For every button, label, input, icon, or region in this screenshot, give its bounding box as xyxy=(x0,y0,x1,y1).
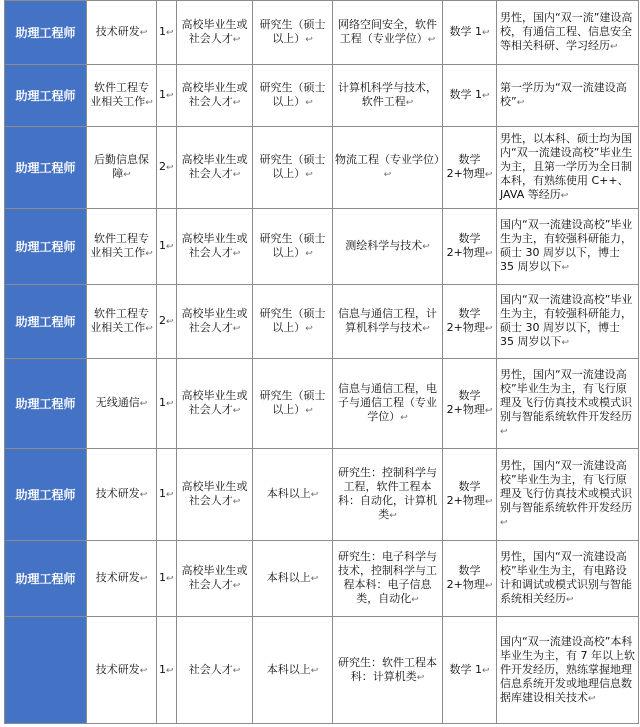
education-text: 本科以上 xyxy=(266,487,311,500)
exam-text: 数学 2+物理 xyxy=(446,232,485,259)
paragraph-mark-icon: ↩ xyxy=(232,35,241,45)
headcount-text: 1 xyxy=(159,88,166,101)
source-text: 高校毕业生或社会人才 xyxy=(181,564,248,591)
paragraph-mark-icon: ↩ xyxy=(400,413,408,423)
paragraph-mark-icon: ↩ xyxy=(145,249,153,259)
paragraph-mark-icon: ↩ xyxy=(561,263,570,273)
exam-cell xyxy=(443,127,497,209)
education-text: 研究生（硕士以上） xyxy=(259,307,326,334)
position-text: 助理工程师 xyxy=(15,314,76,329)
position-text: 助理工程师 xyxy=(15,487,76,502)
headcount-cell xyxy=(157,209,177,285)
work-area-cell xyxy=(87,541,157,617)
work-area-cell xyxy=(87,1,157,65)
work-area-cell xyxy=(87,285,157,359)
major-cell xyxy=(333,541,443,617)
major-text: 研究生：软件工程本科：计算机类 xyxy=(338,655,437,683)
source-text: 高校毕业生或社会人才 xyxy=(181,232,248,259)
exam-cell xyxy=(443,617,497,724)
work-area-text: 技术研发 xyxy=(95,662,140,676)
headcount-text: 2 xyxy=(159,160,166,173)
position-cell xyxy=(5,359,87,449)
work-area-text: 后勤信息保障 xyxy=(94,153,149,180)
requirement-text: 国内“双一流建设高校”本科毕业生为主，有 7 年以上软件开发经历，熟练掌握地理信息系统开发或地理信息数据库建设相关技术 xyxy=(500,634,635,704)
paragraph-mark-icon: ↩ xyxy=(166,91,174,101)
exam-cell xyxy=(443,1,497,65)
headcount-cell xyxy=(157,449,177,541)
exam-cell xyxy=(443,359,497,449)
education-cell xyxy=(253,285,333,359)
exam-text: 数学 2+物理 xyxy=(446,389,485,416)
requirement-text: 国内“双一流建设高校”毕业生为主，有较强科研能力，硕士 30 周岁以下，博士 35 周岁以下 xyxy=(500,293,633,348)
paragraph-mark-icon: ↩ xyxy=(305,170,313,180)
table-row xyxy=(5,359,639,449)
position-text: 助理工程师 xyxy=(15,25,76,40)
work-area-cell xyxy=(87,209,157,285)
paragraph-mark-icon: ↩ xyxy=(166,163,174,173)
table-row xyxy=(5,449,639,541)
paragraph-mark-icon: ↩ xyxy=(561,338,570,348)
source-text: 高校毕业生或社会人才 xyxy=(181,153,248,180)
paragraph-mark-icon: ↩ xyxy=(310,490,319,500)
education-cell xyxy=(253,65,333,127)
paragraph-mark-icon: ↩ xyxy=(166,574,174,584)
work-area-text: 软件工程专业相关工作 xyxy=(90,232,149,259)
headcount-text: 1 xyxy=(159,487,166,500)
paragraph-mark-icon: ↩ xyxy=(305,249,313,259)
headcount-text: 2 xyxy=(159,314,166,327)
paragraph-mark-icon: ↩ xyxy=(166,317,174,327)
table-row xyxy=(5,285,639,359)
paragraph-mark-icon: ↩ xyxy=(310,665,319,676)
paragraph-mark-icon: ↩ xyxy=(232,406,241,416)
requirement-cell xyxy=(497,209,639,285)
paragraph-mark-icon: ↩ xyxy=(422,242,430,252)
source-text: 高校毕业生或社会人才 xyxy=(181,81,248,108)
paragraph-mark-icon: ↩ xyxy=(166,490,174,500)
position-text: 助理工程师 xyxy=(15,396,76,411)
education-text: 研究生（硕士以上） xyxy=(259,389,326,416)
position-cell xyxy=(5,617,87,724)
paragraph-mark-icon: ↩ xyxy=(139,490,148,500)
requirement-text: 男性，以本科、硕士均为国内“双一流建设高校”毕业生为主，且第一学历为全日制本科，有熟练使用 C++、JAVA 等经历 xyxy=(500,132,633,201)
headcount-cell xyxy=(157,127,177,209)
exam-text: 数学 2+物理 xyxy=(446,307,485,334)
requirement-text: 第一学历为“双一流建设高校” xyxy=(500,81,627,108)
major-text: 研究生：控制科学与工程，软件工程本科：自动化，计算机类 xyxy=(338,466,437,521)
exam-cell xyxy=(443,285,497,359)
position-text: 助理工程师 xyxy=(15,160,76,175)
education-text: 研究生（硕士以上） xyxy=(259,18,326,45)
paragraph-mark-icon: ↩ xyxy=(383,170,392,180)
position-cell xyxy=(5,127,87,209)
major-cell xyxy=(333,359,443,449)
headcount-text: 1 xyxy=(159,25,166,38)
requirement-text: 男性，国内“双一流建设高校”毕业生为主，有电路设计和调试或模式识别与智能系统相关经历 xyxy=(500,550,632,605)
requirement-text: 男性，国内“双一流建设高校”毕业生为主，有飞行原理及飞行仿真技术或模式识别与智能系统软件开发经历 xyxy=(500,459,632,514)
work-area-cell xyxy=(87,127,157,209)
work-area-cell xyxy=(87,65,157,127)
paragraph-mark-icon: ↩ xyxy=(232,249,241,259)
major-text: 信息与通信工程，计算机科学与技术 xyxy=(338,307,437,334)
paragraph-mark-icon: ↩ xyxy=(232,497,241,507)
paragraph-mark-icon: ↩ xyxy=(139,28,148,38)
position-cell xyxy=(5,449,87,541)
paragraph-mark-icon: ↩ xyxy=(500,518,508,528)
position-cell xyxy=(5,541,87,617)
major-cell xyxy=(333,617,443,724)
source-text: 高校毕业生或社会人才 xyxy=(181,307,248,334)
exam-text: 数学 1 xyxy=(449,88,482,101)
work-area-cell xyxy=(87,449,157,541)
source-text: 高校毕业生或社会人才 xyxy=(181,480,248,507)
paragraph-mark-icon: ↩ xyxy=(481,665,490,676)
headcount-text: 1 xyxy=(159,239,166,252)
position-text: 助理工程师 xyxy=(15,239,76,254)
work-area-text: 软件工程专业相关工作 xyxy=(90,307,149,334)
education-text: 研究生（硕士以上） xyxy=(259,81,326,108)
source-cell xyxy=(177,541,253,617)
source-text: 高校毕业生或社会人才 xyxy=(181,18,248,45)
position-cell xyxy=(5,209,87,285)
requirement-cell xyxy=(497,285,639,359)
work-area-cell xyxy=(87,617,157,724)
source-text: 高校毕业生或社会人才 xyxy=(181,389,248,416)
table-row xyxy=(5,65,639,127)
education-text: 研究生（硕士以上） xyxy=(259,153,326,180)
paragraph-mark-icon: ↩ xyxy=(139,574,148,584)
paragraph-mark-icon: ↩ xyxy=(405,98,414,108)
paragraph-mark-icon: ↩ xyxy=(305,324,313,334)
education-cell xyxy=(253,541,333,617)
source-cell xyxy=(177,209,253,285)
exam-text: 数学 2+物理 xyxy=(446,480,485,507)
paragraph-mark-icon: ↩ xyxy=(145,324,153,334)
paragraph-mark-icon: ↩ xyxy=(427,35,436,45)
requirement-cell xyxy=(497,541,639,617)
exam-cell xyxy=(443,209,497,285)
paragraph-mark-icon: ↩ xyxy=(232,581,241,591)
education-text: 本科以上 xyxy=(266,571,311,584)
table-row xyxy=(5,127,639,209)
requirement-text: 男性，国内“双一流建设高校”毕业生为主，有飞行原理及飞行仿真技术或模式识别与智能系统软件开发经历 xyxy=(500,368,632,423)
source-cell xyxy=(177,285,253,359)
exam-cell xyxy=(443,449,497,541)
education-cell xyxy=(253,127,333,209)
requirement-cell xyxy=(497,1,639,65)
source-cell xyxy=(177,359,253,449)
paragraph-mark-icon: ↩ xyxy=(232,665,241,676)
paragraph-mark-icon: ↩ xyxy=(566,595,574,605)
exam-text: 数学 2+物理 xyxy=(446,564,485,591)
work-area-text: 技术研发 xyxy=(95,487,140,500)
exam-text: 数学 2+物理 xyxy=(446,153,485,180)
work-area-cell xyxy=(87,359,157,449)
major-text: 网络空间安全，软件工程（专业学位） xyxy=(338,18,437,45)
paragraph-mark-icon: ↩ xyxy=(139,399,148,409)
paragraph-mark-icon: ↩ xyxy=(484,170,493,180)
source-cell xyxy=(177,65,253,127)
paragraph-mark-icon: ↩ xyxy=(305,406,313,416)
education-cell xyxy=(253,359,333,449)
work-area-text: 技术研发 xyxy=(95,25,140,38)
education-text: 本科以上 xyxy=(266,662,311,676)
major-text: 物流工程（专业学位） xyxy=(335,153,445,166)
paragraph-mark-icon: ↩ xyxy=(500,427,508,437)
source-text: 社会人才 xyxy=(188,662,233,676)
education-cell xyxy=(253,449,333,541)
education-cell xyxy=(253,617,333,724)
paragraph-mark-icon: ↩ xyxy=(484,249,493,259)
headcount-cell xyxy=(157,617,177,724)
requirement-text: 国内“双一流建设高校”毕业生为主，有较强科研能力，硕士 30 周岁以下，博士 35 周岁以下 xyxy=(500,218,633,273)
paragraph-mark-icon: ↩ xyxy=(305,35,313,45)
major-cell xyxy=(333,285,443,359)
major-cell xyxy=(333,127,443,209)
paragraph-mark-icon: ↩ xyxy=(484,406,493,416)
education-cell xyxy=(253,209,333,285)
paragraph-mark-icon: ↩ xyxy=(484,324,493,334)
table-row xyxy=(5,1,639,65)
position-cell xyxy=(5,65,87,127)
major-cell xyxy=(333,449,443,541)
paragraph-mark-icon: ↩ xyxy=(232,170,241,180)
headcount-cell xyxy=(157,359,177,449)
requirement-cell xyxy=(497,617,639,724)
major-cell xyxy=(333,209,443,285)
requirement-cell xyxy=(497,127,639,209)
headcount-text: 1 xyxy=(159,396,166,409)
work-area-text: 软件工程专业相关工作 xyxy=(90,81,149,108)
headcount-text: 1 xyxy=(159,662,166,676)
education-text: 研究生（硕士以上） xyxy=(259,232,326,259)
paragraph-mark-icon: ↩ xyxy=(422,324,430,334)
source-cell xyxy=(177,127,253,209)
paragraph-mark-icon: ↩ xyxy=(484,497,493,507)
position-cell xyxy=(5,285,87,359)
major-text: 信息与通信工程，电子与通信工程（专业学位） xyxy=(338,382,437,423)
paragraph-mark-icon: ↩ xyxy=(232,98,241,108)
requirement-cell xyxy=(497,359,639,449)
paragraph-mark-icon: ↩ xyxy=(560,191,569,201)
paragraph-mark-icon: ↩ xyxy=(588,693,596,704)
paragraph-mark-icon: ↩ xyxy=(416,672,425,683)
table-row xyxy=(5,617,639,724)
work-area-text: 无线通信 xyxy=(95,396,140,409)
education-cell xyxy=(253,1,333,65)
paragraph-mark-icon: ↩ xyxy=(481,28,490,38)
headcount-text: 1 xyxy=(159,571,166,584)
headcount-cell xyxy=(157,285,177,359)
position-text: 助理工程师 xyxy=(15,88,76,103)
exam-cell xyxy=(443,65,497,127)
major-cell xyxy=(333,65,443,127)
table-row xyxy=(5,209,639,285)
paragraph-mark-icon: ↩ xyxy=(123,170,131,180)
recruitment-table xyxy=(4,0,638,724)
exam-text: 数学 1 xyxy=(449,25,482,38)
paragraph-mark-icon: ↩ xyxy=(310,574,319,584)
paragraph-mark-icon: ↩ xyxy=(166,665,174,676)
headcount-cell xyxy=(157,1,177,65)
paragraph-mark-icon: ↩ xyxy=(484,581,493,591)
paragraph-mark-icon: ↩ xyxy=(389,511,397,521)
position-text: 助理工程师 xyxy=(15,571,76,586)
paragraph-mark-icon: ↩ xyxy=(232,324,241,334)
headcount-cell xyxy=(157,65,177,127)
source-cell xyxy=(177,1,253,65)
requirement-cell xyxy=(497,65,639,127)
paragraph-mark-icon: ↩ xyxy=(166,28,174,38)
exam-cell xyxy=(443,541,497,617)
source-cell xyxy=(177,449,253,541)
source-cell xyxy=(177,617,253,724)
paragraph-mark-icon: ↩ xyxy=(481,91,490,101)
paragraph-mark-icon: ↩ xyxy=(166,242,174,252)
major-text: 测绘科学与技术 xyxy=(345,239,423,252)
paragraph-mark-icon: ↩ xyxy=(145,98,153,108)
major-text: 研究生：电子科学与技术，控制科学与工程本科：电子信息类，自动化 xyxy=(338,550,437,605)
paragraph-mark-icon: ↩ xyxy=(139,665,148,676)
major-cell xyxy=(333,1,443,65)
positions-table xyxy=(4,0,639,724)
work-area-text: 技术研发 xyxy=(95,571,140,584)
headcount-cell xyxy=(157,541,177,617)
table-row xyxy=(5,541,639,617)
exam-text: 数学 1 xyxy=(449,662,482,676)
major-text: 计算机科学与技术，软件工程 xyxy=(338,81,437,108)
paragraph-mark-icon: ↩ xyxy=(166,399,174,409)
paragraph-mark-icon: ↩ xyxy=(610,42,618,52)
paragraph-mark-icon: ↩ xyxy=(305,98,313,108)
paragraph-mark-icon: ↩ xyxy=(411,595,419,605)
requirement-text: 男性，国内“双一流”建设高校，有通信工程、信息安全等相关科研、学习经历 xyxy=(500,11,633,52)
paragraph-mark-icon: ↩ xyxy=(516,98,525,108)
requirement-cell xyxy=(497,449,639,541)
position-cell xyxy=(5,1,87,65)
